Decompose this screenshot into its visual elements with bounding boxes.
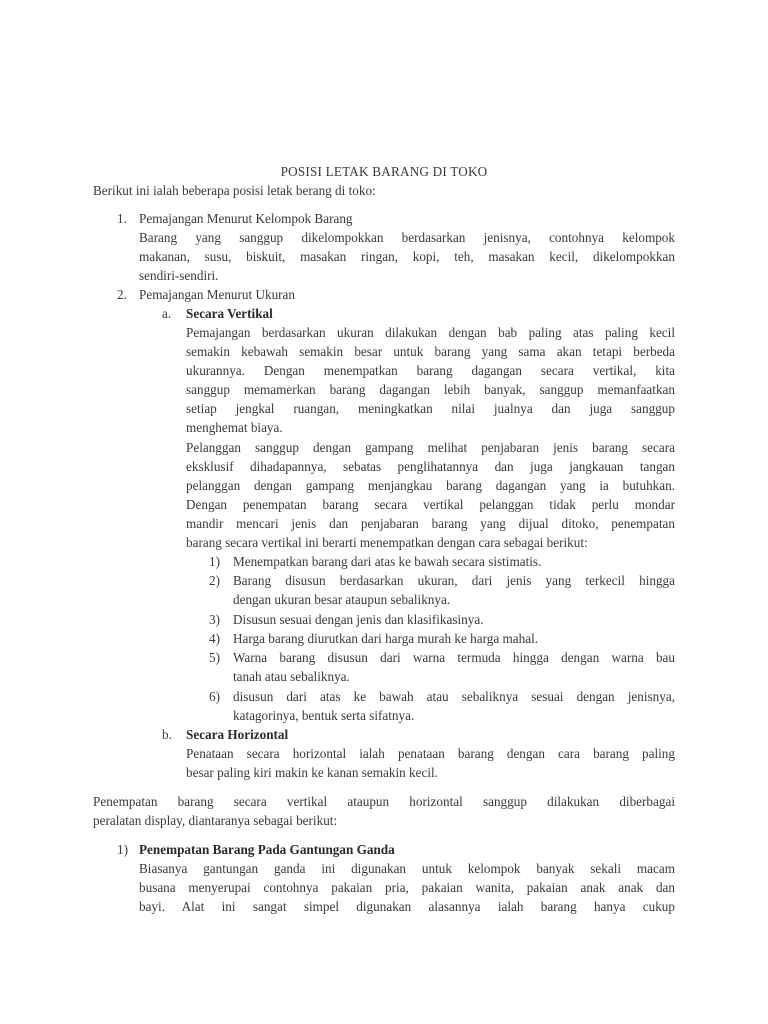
section-3-line: Biasanya gantungan ganda ini digunakan untuk kelompok banyak sekali macam: [139, 861, 675, 876]
item-number: 4): [209, 631, 220, 646]
item-line: tanah atau sebaliknya.: [233, 669, 350, 684]
sub-a-para1-line: sanggup memamerkan barang dagangan lebih banyak, sanggup memanfaatkan: [186, 382, 675, 397]
section-3-heading: Penempatan Barang Pada Gantungan Ganda: [139, 842, 395, 857]
item-line: Menempatkan barang dari atas ke bawah secara sistimatis.: [233, 554, 542, 569]
sub-a-para2-line: mandir mencari jenis dan penjabaran barang yang dijual ditoko, penempatan: [186, 516, 675, 531]
paragraph-line: Penempatan barang secara vertikal ataupun horizontal sanggup dilakukan diberbagai: [93, 794, 675, 809]
section-1-line: Barang yang sanggup dikelompokkan berdasarkan jenisnya, contohnya kelompok: [139, 230, 675, 245]
sub-a-para1-line: semakin kebawah semakin besar untuk barang yang sama akan tetapi berbeda: [186, 344, 675, 359]
document-title: POSISI LETAK BARANG DI TOKO: [280, 164, 488, 179]
section-3-line: bayi. Alat ini sangat simpel digunakan alasannya ialah barang hanya cukup: [139, 899, 675, 914]
item-line: disusun dari atas ke bawah atau sebaliknya sesuai dengan jenisnya,: [233, 689, 675, 704]
sub-a-para2-line: barang secara vertikal ini berarti menempatkan dengan cara sebagai berikut:: [186, 535, 588, 550]
intro-text: Berikut ini ialah beberapa posisi letak berang di toko:: [93, 183, 376, 198]
paragraph-line: peralatan display, diantaranya sebagai berikut:: [93, 813, 338, 828]
section-3-line: busana menyerupai contohnya pakaian pria, pakaian wanita, pakaian anak anak dan: [139, 880, 675, 895]
sub-a-para1-line: setiap jengkal ruangan, meningkatkan nilai jualnya dan juga sanggup: [186, 401, 675, 416]
item-line: dengan ukuran besar ataupun sebaliknya.: [233, 592, 451, 607]
sub-a-para2-line: Dengan penempatan barang secara vertikal pelanggan tidak perlu mondar: [186, 497, 675, 512]
item-line: Harga barang diurutkan dari harga murah ke harga mahal.: [233, 631, 539, 646]
section-3-number: 1): [117, 842, 128, 857]
item-line: Barang disusun berdasarkan ukuran, dari jenis yang terkecil hingga: [233, 573, 675, 588]
section-1-line: sendiri-sendiri.: [139, 268, 219, 283]
item-number: 6): [209, 689, 220, 704]
item-number: 3): [209, 612, 220, 627]
section-1-number: 1.: [117, 211, 127, 226]
section-2-heading: Pemajangan Menurut Ukuran: [139, 287, 296, 302]
sub-a-heading: Secara Vertikal: [186, 306, 273, 321]
item-number: 1): [209, 554, 220, 569]
sub-b-heading: Secara Horizontal: [186, 727, 289, 742]
sub-a-para2-line: eksklusif dihadapannya, sebatas penglihatannya dan juga jangkauan tangan: [186, 459, 675, 474]
section-1-heading: Pemajangan Menurut Kelompok Barang: [139, 211, 353, 226]
sub-b-line: besar paling kiri makin ke kanan semakin kecil.: [186, 765, 438, 780]
sub-a-para2-line: Pelanggan sanggup dengan gampang melihat penjabaran jenis barang secara: [186, 440, 675, 455]
section-2-number: 2.: [117, 287, 127, 302]
sub-a-letter: a.: [162, 306, 172, 321]
sub-a-para1-line: Pemajangan berdasarkan ukuran dilakukan dengan bab paling atas paling kecil: [186, 325, 675, 340]
item-line: Warna barang disusun dari warna termuda hingga dengan warna bau: [233, 650, 675, 665]
sub-a-para1-line: menghemat biaya.: [186, 420, 283, 435]
item-line: katagorinya, bentuk serta sifatnya.: [233, 708, 415, 723]
sub-a-para1-line: ukurannya. Dengan menempatkan barang dagangan secara vertikal, kita: [186, 363, 675, 378]
item-line: Disusun sesuai dengan jenis dan klasifikasinya.: [233, 612, 484, 627]
sub-a-para2-line: pelanggan dengan gampang menjangkau barang dagangan yang ia butuhkan.: [186, 478, 675, 493]
item-number: 2): [209, 573, 220, 588]
section-1-line: makanan, susu, biskuit, masakan ringan, kopi, teh, masakan kecil, dikelompokkan: [139, 249, 675, 264]
sub-b-letter: b.: [162, 727, 172, 742]
sub-b-line: Penataan secara horizontal ialah penataan barang dengan cara barang paling: [186, 746, 675, 761]
item-number: 5): [209, 650, 220, 665]
